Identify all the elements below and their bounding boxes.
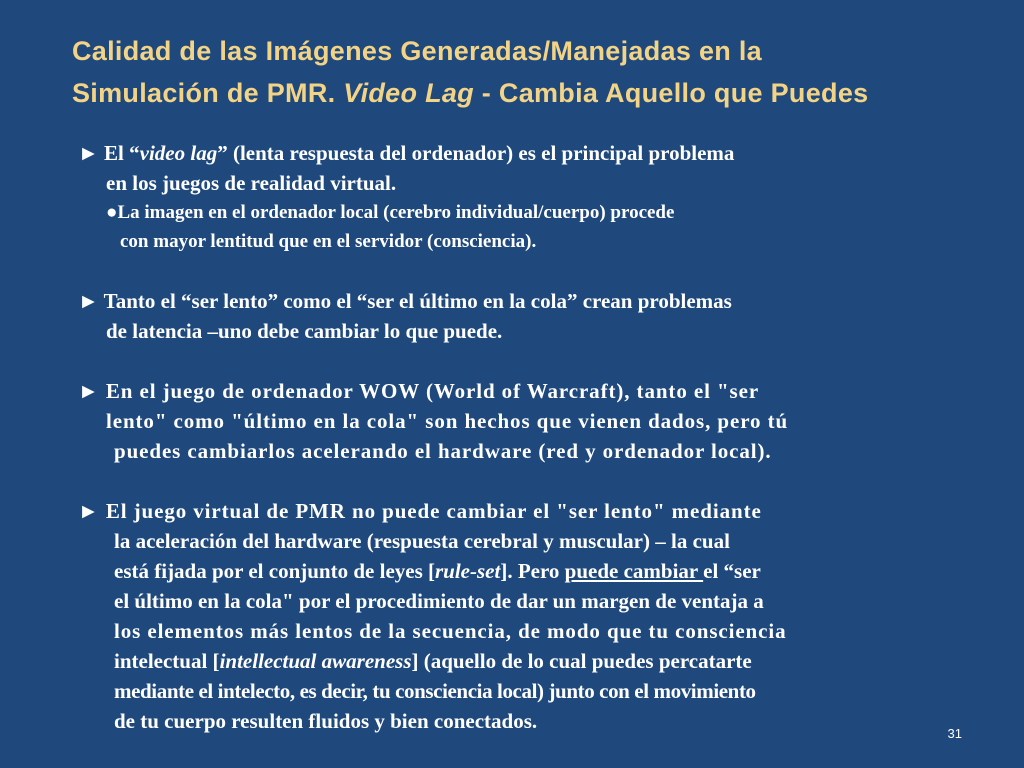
bullet-line: [78, 138, 958, 168]
underlined-phrase: puede cambiar: [564, 559, 704, 583]
bullet-line: ► Tanto el “ser lento” como el “ser el último en la cola” crean problemas: [78, 289, 732, 313]
italic-term: rule-set: [435, 559, 501, 583]
bullet-pmr: [78, 496, 958, 736]
title-line-2: [72, 72, 972, 114]
bullet-line: ► El juego virtual de PMR no puede cambiar el "ser lento" mediante: [78, 499, 762, 523]
bullet-latency: [78, 286, 958, 346]
bullet-text: ► El “: [78, 141, 140, 165]
bullet-text: el “ser: [703, 559, 761, 583]
sub-bullet-line: ●La imagen en el ordenador local (cerebro individual/cuerpo) procede: [106, 202, 675, 223]
sub-bullet-local-image: [78, 198, 958, 256]
bullet-line: la aceleración del hardware (respuesta cerebral y muscular) – la cual: [114, 529, 730, 553]
bullet-text: ] (aquello de lo cual puedes percatarte: [411, 649, 752, 673]
spacer: [78, 256, 958, 286]
slide-title: [72, 30, 972, 114]
bullet-line: [78, 646, 958, 676]
title-line-1: Calidad de las Imágenes Generadas/Manejadas en la: [72, 36, 762, 66]
bullet-line: puedes cambiarlos acelerando el hardware (red y ordenador local).: [114, 439, 772, 463]
bullet-line: de latencia –uno debe cambiar lo que puede.: [106, 319, 503, 343]
bullet-line: el último en la cola" por el procedimiento de dar un margen de ventaja a: [114, 589, 764, 613]
bullet-line: de tu cuerpo resulten fluidos y bien conectados.: [114, 709, 538, 733]
title-line-2-prefix: Simulación de PMR.: [72, 78, 336, 108]
bullet-line: los elementos más lentos de la secuencia, de modo que tu consciencia: [114, 619, 787, 643]
bullet-text: intelectual [: [114, 649, 220, 673]
slide-body: [78, 138, 958, 736]
bullet-line: [78, 556, 958, 586]
title-line-2-suffix: - Cambia Aquello que Puedes: [481, 78, 869, 108]
spacer: [78, 466, 958, 496]
bullet-line: lento" como "último en la cola" son hechos que vienen dados, pero tú: [106, 409, 789, 433]
bullet-line: ► En el juego de ordenador WOW (World of Warcraft), tanto el "ser: [78, 379, 760, 403]
bullet-video-lag: [78, 138, 958, 198]
italic-term: intellectual awareness: [219, 649, 412, 673]
bullet-text: ]. Pero: [500, 559, 565, 583]
bullet-wow: [78, 376, 958, 466]
sub-bullet-line: con mayor lentitud que en el servidor (consciencia).: [120, 231, 537, 252]
bullet-line: en los juegos de realidad virtual.: [106, 171, 397, 195]
bullet-text: ” (lenta respuesta del ordenador) es el principal problema: [217, 141, 735, 165]
spacer: [78, 346, 958, 376]
bullet-line: mediante el intelecto, es decir, tu consciencia local) junto con el movimiento: [114, 679, 756, 703]
title-line-2-italic: Video Lag: [343, 78, 474, 108]
italic-term: video lag: [139, 141, 218, 165]
page-number: 31: [947, 726, 962, 741]
bullet-text: está fijada por el conjunto de leyes [: [114, 559, 435, 583]
